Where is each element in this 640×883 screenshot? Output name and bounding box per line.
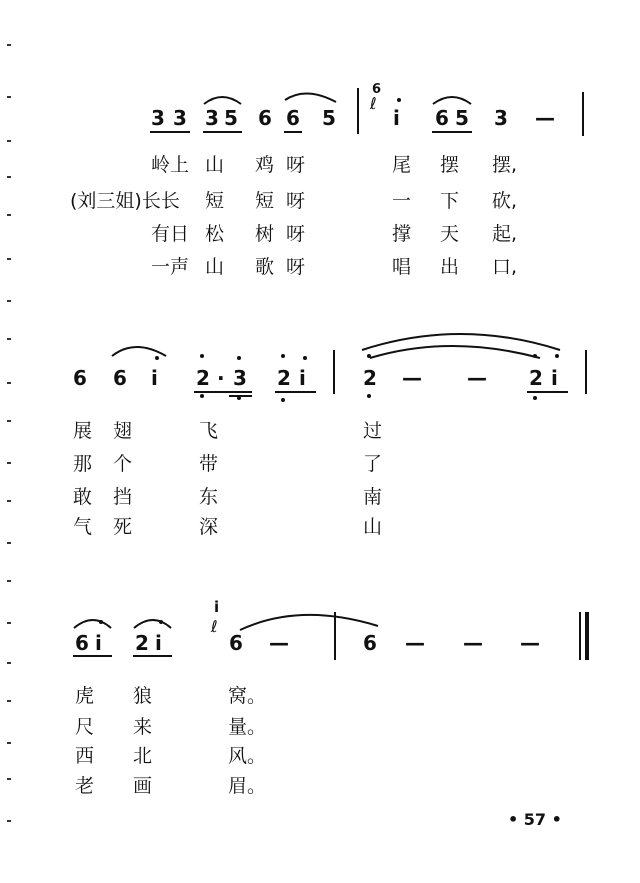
note: 2 [277,366,291,390]
note: 3 [151,106,165,130]
grace-note: i [214,598,220,616]
note: 6 [286,106,300,130]
lyric: 北 [133,745,153,767]
note: 6 [229,631,243,655]
note: i [151,366,158,390]
lyric: 西 [75,745,95,767]
lyric: 眉。 [228,775,267,797]
note: — [463,631,483,655]
lyric: 翅 [113,420,133,442]
note: 6 [113,366,127,390]
note: 3 [494,106,508,130]
lyric: 挡 [113,486,133,508]
lyric: 砍, [492,190,518,212]
note: 6 [73,366,87,390]
lyric: 撑 [392,223,412,245]
note: 6 [435,106,449,130]
lyric: 唱 [392,256,412,278]
lyric: 气 [73,516,93,538]
page-number: • 57 • [508,810,562,829]
note: i [551,366,558,390]
lyric: 东 [199,486,219,508]
lyric: 飞 [199,420,219,442]
lyric: 一声 [151,256,190,278]
lyric: 有日 [151,223,190,245]
note: — [535,106,555,130]
note: 5 [224,106,238,130]
lyric: 口, [492,256,518,278]
grace-note: 6 [372,82,382,97]
note: — [402,366,422,390]
lyric: 量。 [228,716,267,738]
lyric: 摆, [492,154,518,176]
lyric: 呀 [286,256,306,278]
lyric: 短 [205,190,225,212]
lyric: 个 [113,453,133,475]
note: — [467,366,487,390]
lyric: 歌 [255,256,275,278]
grace-symbol: ℓ [370,94,377,113]
grace-symbol: ℓ [211,617,218,636]
lyric: 呀 [286,190,306,212]
lyric: 尺 [75,716,95,738]
lyric: 风。 [228,745,267,767]
lyric: 山 [205,256,225,278]
note: 6 [75,631,89,655]
note: 5 [455,106,469,130]
lyric: 呀 [286,223,306,245]
note: 5 [322,106,336,130]
lyric: 呀 [286,154,306,176]
lyric: 画 [133,775,153,797]
note: i [95,631,102,655]
lyric: 过 [363,420,383,442]
lyric: 短 [255,190,275,212]
lyric: 死 [113,516,133,538]
lyric: 天 [440,223,460,245]
lyric: 尾 [392,154,412,176]
lyric: 老 [75,775,95,797]
note: 2 [135,631,149,655]
lyric: 岭上 [151,154,190,176]
lyric: 那 [73,453,93,475]
lyric: 南 [363,486,383,508]
lyric: 一 [392,190,412,212]
note: i [393,106,400,130]
note: 2 [529,366,543,390]
note: i [299,366,306,390]
lyric: 了 [363,453,383,475]
lyric: 鸡 [255,154,275,176]
note: 3 [205,106,219,130]
lyric: 带 [199,453,219,475]
lyric: 山 [205,154,225,176]
lyric: (刘三姐)长长 [70,190,180,212]
note: 2 [196,366,210,390]
note: — [269,631,289,655]
lyric: 狼 [133,685,153,707]
lyric: 窝。 [228,685,267,707]
lyric: 来 [133,716,153,738]
lyric: 展 [73,420,93,442]
lyric: 山 [363,516,383,538]
note: · [217,366,225,390]
note: i [155,631,162,655]
lyric: 出 [440,256,460,278]
lyric: 深 [199,516,219,538]
lyric: 虎 [75,685,95,707]
lyric: 起, [492,223,518,245]
lyric: 下 [440,190,460,212]
lyric: 松 [205,223,225,245]
lyric: 敢 [73,486,93,508]
note: 6 [258,106,272,130]
note: 2 [363,366,377,390]
note: 3 [233,366,247,390]
note: — [520,631,540,655]
lyric: 树 [255,223,275,245]
note: 3 [173,106,187,130]
note: — [405,631,425,655]
note: 6 [363,631,377,655]
lyric: 摆 [440,154,460,176]
